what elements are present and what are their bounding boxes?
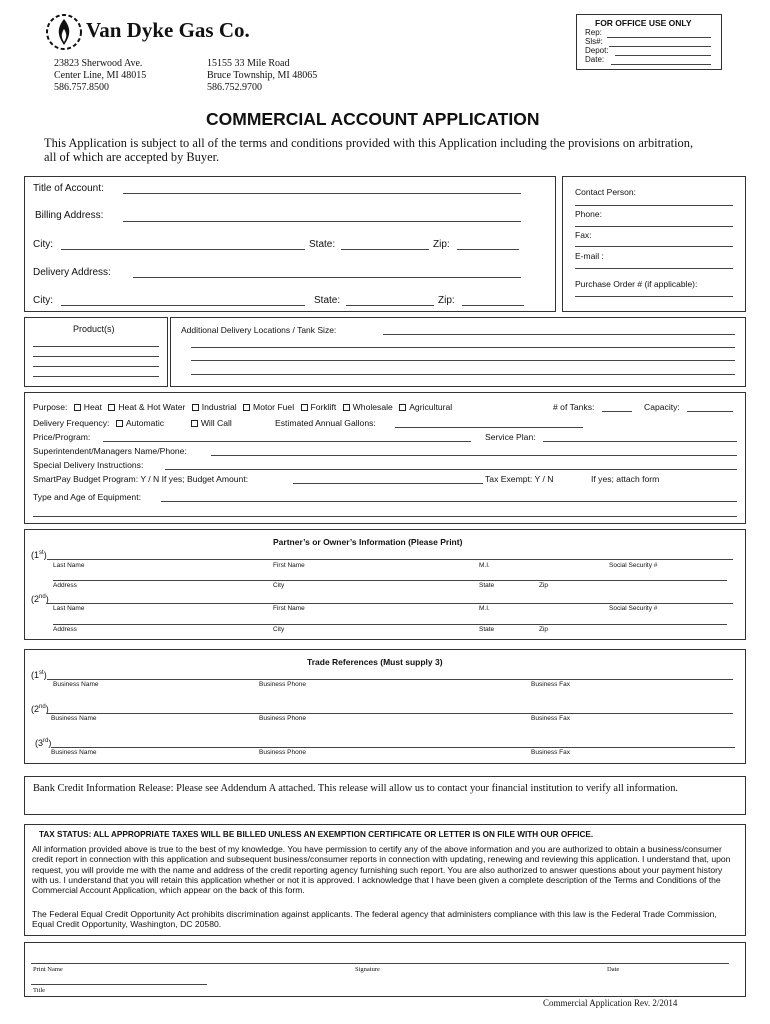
trade-title: Trade References (Must supply 3) bbox=[307, 657, 443, 667]
partner-2-number: (2nd) bbox=[31, 594, 49, 604]
address-bruce bbox=[207, 58, 317, 94]
address-centerline bbox=[54, 58, 146, 94]
delivery-state-field[interactable] bbox=[346, 305, 434, 306]
service-plan-label: Service Plan: bbox=[485, 432, 536, 442]
delivery-state-label: State: bbox=[314, 295, 341, 306]
footer-revision: Commercial Application Rev. 2/2014 bbox=[543, 998, 678, 1008]
motor-fuel-label: Motor Fuel bbox=[253, 402, 295, 412]
title-of-account-field[interactable] bbox=[123, 193, 521, 194]
equipment-field-2[interactable] bbox=[33, 516, 737, 517]
tax-exempt-label: Tax Exempt: Y / N bbox=[485, 474, 554, 484]
email-field[interactable] bbox=[575, 268, 733, 269]
delivery-frequency-label: Delivery Frequency: bbox=[33, 418, 110, 428]
partner-1-name-field[interactable] bbox=[47, 559, 733, 560]
city-label: City bbox=[273, 582, 285, 589]
date-field[interactable] bbox=[611, 64, 711, 65]
attach-form-label: If yes; attach form bbox=[591, 474, 660, 484]
contact-person-label: Contact Person: bbox=[575, 187, 636, 197]
trade-3-number: (3rd) bbox=[35, 738, 52, 748]
billing-address-label: Billing Address: bbox=[35, 210, 104, 221]
partners-title: Partner’s or Owner’s Information (Please Print) bbox=[273, 537, 463, 547]
authorization-text: All information provided above is true to the best of my knowledge. You have permission to certify any of the above information and you are authorized to obtain a business/consumer credit report in connection with this application and subsequent business/consumer reports in connection with updating, renewing and reviewing this application. I understand that, upon request, you will provide me with the name and address of the credit reporting agency furnishing such report. You are also authorized to answer questions about your payment history with us. I understand that you will retain this application whether or not it is approved. I acknowledge that I have been given a complete description of the Terms and Conditions of the Commercial Account Application, which appear on the back of this form. bbox=[32, 844, 731, 896]
purpose-label: Purpose: bbox=[33, 402, 68, 412]
gallons-label: Estimated Annual Gallons: bbox=[275, 418, 376, 428]
address-label: Address bbox=[53, 582, 77, 589]
business-name-label: Business Name bbox=[51, 715, 97, 722]
business-name-label: Business Name bbox=[51, 749, 97, 756]
delivery-frequency-row bbox=[33, 418, 232, 428]
wholesale-label: Wholesale bbox=[352, 402, 393, 412]
price-program-field[interactable] bbox=[103, 441, 471, 442]
address-line: Bruce Township, MI 48065 bbox=[207, 70, 318, 81]
title-of-account-label: Title of Account: bbox=[33, 183, 104, 194]
address-line: Center Line, MI 48015 bbox=[54, 70, 147, 81]
signature-box bbox=[24, 942, 746, 997]
delivery-location-field[interactable] bbox=[383, 334, 735, 335]
smartpay-label: SmartPay Budget Program: Y / N If yes; Budget Amount: bbox=[33, 474, 249, 484]
product-field[interactable] bbox=[33, 356, 159, 357]
trade-2-number: (2nd) bbox=[31, 704, 49, 714]
first-name-label: First Name bbox=[273, 605, 305, 612]
print-name-field[interactable] bbox=[31, 963, 729, 964]
sls-label: Sls#: bbox=[585, 37, 603, 46]
contact-person-field[interactable] bbox=[575, 205, 733, 206]
heat-label: Heat bbox=[83, 402, 102, 412]
equipment-label: Type and Age of Equipment: bbox=[33, 492, 141, 502]
billing-city-field[interactable] bbox=[61, 249, 305, 250]
trade-1-number: (1st) bbox=[31, 670, 47, 680]
equal-credit-text: The Federal Equal Credit Opportunity Act prohibits discrimination against applicants. The federal agency that administers compliance with this law is the Federal Trade Commission, Equal Credit Opportunity, Washington, DC 20580. bbox=[32, 909, 717, 930]
sls-field[interactable] bbox=[609, 46, 711, 47]
company-name: Van Dyke Gas Co. bbox=[86, 18, 250, 42]
tanks-label: # of Tanks: bbox=[553, 402, 595, 412]
trade-2-field[interactable] bbox=[47, 713, 733, 714]
title-label: Title bbox=[33, 987, 46, 994]
rep-field[interactable] bbox=[607, 37, 711, 38]
business-fax-label: Business Fax bbox=[531, 681, 571, 688]
email-label: E-mail : bbox=[575, 251, 604, 261]
ssn-label: Social Security # bbox=[609, 562, 658, 569]
billing-city-label: City: bbox=[33, 239, 53, 250]
delivery-location-field[interactable] bbox=[191, 374, 735, 375]
purchase-order-field[interactable] bbox=[575, 296, 733, 297]
billing-state-field[interactable] bbox=[341, 249, 429, 250]
tax-status-title: TAX STATUS: ALL APPROPRIATE TAXES WILL BE BILLED UNLESS AN EXEMPTION CERTIFICATE OR LETTER IS ON FILE WITH OUR OFFICE. bbox=[39, 830, 594, 839]
phone-field[interactable] bbox=[575, 226, 733, 227]
superintendent-label: Superintendent/Managers Name/Phone: bbox=[33, 446, 187, 456]
billing-address-field[interactable] bbox=[123, 221, 521, 222]
address-line: 586.757.8500 bbox=[54, 82, 109, 93]
billing-zip-label: Zip: bbox=[433, 239, 450, 250]
billing-zip-field[interactable] bbox=[457, 249, 519, 250]
address-line: 23823 Sherwood Ave. bbox=[54, 58, 143, 69]
special-instructions-field[interactable] bbox=[165, 469, 737, 470]
will-call-label: Will Call bbox=[200, 418, 232, 428]
fax-label: Fax: bbox=[575, 230, 592, 240]
billing-state-label: State: bbox=[309, 239, 336, 250]
first-name-label: First Name bbox=[273, 562, 305, 569]
purpose-box bbox=[24, 392, 746, 524]
capacity-label: Capacity: bbox=[644, 402, 680, 412]
agricultural-checkbox[interactable] bbox=[399, 404, 406, 411]
forklift-label: Forklift bbox=[310, 402, 337, 412]
tax-status-box bbox=[24, 824, 746, 936]
product-field[interactable] bbox=[33, 366, 159, 367]
products-label: Product(s) bbox=[73, 324, 115, 334]
company-logo bbox=[44, 12, 84, 52]
city-label: City bbox=[273, 626, 285, 633]
mi-label: M.I. bbox=[479, 562, 490, 569]
title-field[interactable] bbox=[31, 984, 207, 985]
gallons-field[interactable] bbox=[395, 427, 583, 428]
delivery-zip-label: Zip: bbox=[438, 295, 455, 306]
mi-label: M.I. bbox=[479, 605, 490, 612]
equipment-field[interactable] bbox=[161, 501, 737, 502]
delivery-address-label: Delivery Address: bbox=[33, 267, 111, 278]
delivery-locations-label: Additional Delivery Locations / Tank Size: bbox=[181, 325, 337, 335]
business-name-label: Business Name bbox=[53, 681, 99, 688]
superintendent-field[interactable] bbox=[211, 455, 737, 456]
delivery-locations-box bbox=[170, 317, 746, 387]
delivery-address-field[interactable] bbox=[133, 277, 521, 278]
delivery-city-field[interactable] bbox=[61, 305, 305, 306]
heat-hot-water-checkbox[interactable] bbox=[108, 404, 115, 411]
purpose-row bbox=[33, 402, 452, 412]
business-phone-label: Business Phone bbox=[259, 749, 306, 756]
business-fax-label: Business Fax bbox=[531, 715, 571, 722]
last-name-label: Last Name bbox=[53, 562, 85, 569]
intro-text: This Application is subject to all of the terms and conditions provided with this Application including the provisions on arbitration, all of which are accepted by Buyer. bbox=[44, 136, 694, 164]
delivery-location-field[interactable] bbox=[191, 360, 735, 361]
heat-hot-water-label: Heat & Hot Water bbox=[118, 402, 186, 412]
agricultural-label: Agricultural bbox=[409, 402, 453, 412]
heat-checkbox[interactable] bbox=[74, 404, 81, 411]
bank-release-text: Bank Credit Information Release: Please see Addendum A attached. This release will allow us to contact your financial institution to verify all information. bbox=[33, 783, 679, 794]
capacity-field[interactable] bbox=[687, 411, 733, 412]
trade-1-field[interactable] bbox=[47, 679, 733, 680]
page-title: COMMERCIAL ACCOUNT APPLICATION bbox=[206, 109, 540, 129]
contact-info-box bbox=[562, 176, 746, 312]
zip-label: Zip bbox=[539, 626, 549, 633]
special-instructions-label: Special Delivery Instructions: bbox=[33, 460, 144, 470]
zip-label: Zip bbox=[539, 582, 549, 589]
delivery-location-field[interactable] bbox=[191, 347, 735, 348]
budget-amount-field[interactable] bbox=[293, 483, 483, 484]
delivery-zip-field[interactable] bbox=[462, 305, 524, 306]
account-info-box bbox=[24, 176, 556, 312]
state-label: State bbox=[479, 626, 495, 633]
automatic-label: Automatic bbox=[125, 418, 165, 428]
partners-box bbox=[24, 529, 746, 640]
partner-2-name-field[interactable] bbox=[47, 603, 733, 604]
date-label: Date bbox=[607, 966, 620, 973]
product-field[interactable] bbox=[33, 346, 159, 347]
partner-2-address-field[interactable] bbox=[53, 624, 727, 625]
wholesale-checkbox[interactable] bbox=[343, 404, 350, 411]
address-label: Address bbox=[53, 626, 77, 633]
will-call-checkbox[interactable] bbox=[191, 420, 198, 427]
products-box bbox=[24, 317, 168, 387]
forklift-checkbox[interactable] bbox=[301, 404, 308, 411]
depot-label: Depot: bbox=[585, 46, 609, 55]
industrial-label: Industrial bbox=[201, 402, 237, 412]
address-line: 586.752.9700 bbox=[207, 82, 262, 93]
tanks-field[interactable] bbox=[602, 411, 632, 412]
service-plan-field[interactable] bbox=[543, 441, 737, 442]
office-use-title: FOR OFFICE USE ONLY bbox=[595, 18, 692, 28]
automatic-checkbox[interactable] bbox=[116, 420, 123, 427]
trade-references-box bbox=[24, 649, 746, 764]
delivery-city-label: City: bbox=[33, 295, 53, 306]
product-field[interactable] bbox=[33, 376, 159, 377]
office-use-box bbox=[576, 14, 722, 70]
fax-field[interactable] bbox=[575, 246, 733, 247]
rep-label: Rep: bbox=[585, 28, 602, 37]
business-phone-label: Business Phone bbox=[259, 681, 306, 688]
purchase-order-label: Purchase Order # (if applicable): bbox=[575, 279, 698, 289]
partner-1-number: (1st) bbox=[31, 550, 47, 560]
print-name-label: Print Name bbox=[33, 966, 63, 973]
last-name-label: Last Name bbox=[53, 605, 85, 612]
phone-label: Phone: bbox=[575, 209, 602, 219]
state-label: State bbox=[479, 582, 495, 589]
partner-1-address-field[interactable] bbox=[53, 580, 727, 581]
industrial-checkbox[interactable] bbox=[192, 404, 199, 411]
depot-field[interactable] bbox=[615, 55, 711, 56]
ssn-label: Social Security # bbox=[609, 605, 658, 612]
price-program-label: Price/Program: bbox=[33, 432, 91, 442]
date-label: Date: bbox=[585, 55, 605, 64]
business-fax-label: Business Fax bbox=[531, 749, 571, 756]
trade-3-field[interactable] bbox=[51, 747, 735, 748]
motor-fuel-checkbox[interactable] bbox=[243, 404, 250, 411]
address-line: 15155 33 Mile Road bbox=[207, 58, 290, 69]
signature-label: Signature bbox=[355, 966, 380, 973]
business-phone-label: Business Phone bbox=[259, 715, 306, 722]
bank-release-box bbox=[24, 776, 746, 815]
